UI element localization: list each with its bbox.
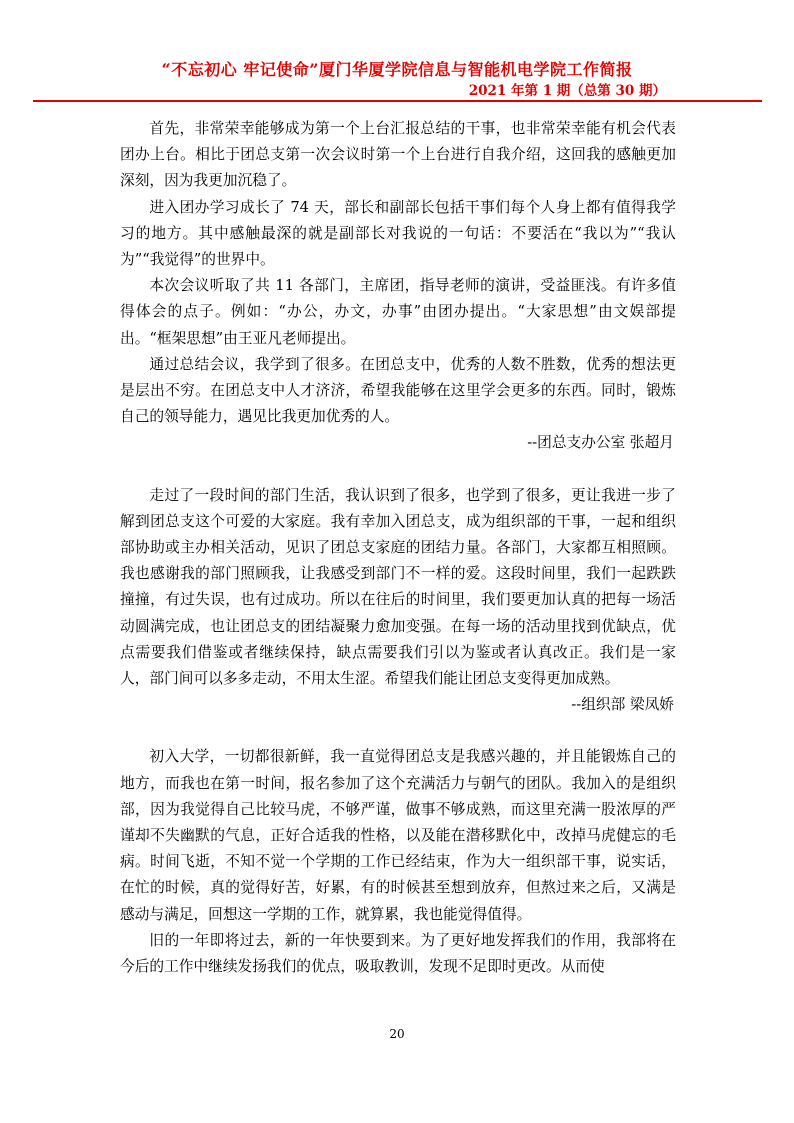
paragraph: 走过了一段时间的部门生活，我认识到了很多，也学到了很多，更让我进一步了解到团总支这个可爱的大家庭。我有幸加入团总支，成为组织部的干事，一起和组织部协助或主办相关活动，见识了团总支家庭的团结力量。各部门，大家都互相照顾。我也感谢我的部门照顾我，让我感受到部门不一样的爱。这段时间里，我们一起跌跌撞撞，有过失误，也有过成功。所以在往后的时间里，我们要更加认真的把每一场活动圆满完成，也让团总支的团结凝聚力愈加变强。在每一场的活动里找到优缺点，优点需要我们借鉴或者继续保持，缺点需要我们引以为鉴或者认真改正。我们是一家人，部门间可以多多走动，不用太生涩。希望我们能让团总支变得更加成熟。 [120, 486, 676, 688]
section-gap [120, 718, 676, 744]
author-signature: --组织部 梁凤娇 [571, 696, 674, 714]
paragraph: 本次会议听取了共 11 各部门，主席团，指导老师的演讲，受益匪浅。有许多值得体会的点子。例如：“办公，办文，办事”由团办提出。“大家思想”由文娱部提出。“框架思想”由王亚凡老师提出。 [120, 277, 676, 347]
paragraph: 初入大学，一切都很新鲜，我一直觉得团总支是我感兴趣的，并且能锻炼自己的地方，而我也在第一时间，报名参加了这个充满活力与朝气的团队。我加入的是组织部，因为我觉得自己比较马虎，不够严谨，做事不够成熟，而这里充满一股浓厚的严谨却不失幽默的气息，正好合适我的性格，以及能在潜移默化中，改掉马虎健忘的毛病。时间飞逝，不知不觉一个学期的工作已经结束，作为大一组织部干事，说实话，在忙的时候，真的觉得好苦，好累，有的时候甚至想到放弃，但熬过来之后，又满是感动与满足，回想这一学期的工作，就算累，我也能觉得值得。 [120, 748, 676, 923]
article-body [120, 116, 676, 980]
header-issue: 2021 年第 1 期（总第 30 期） [468, 83, 666, 99]
paragraph: 首先，非常荣幸能够成为第一个上台汇报总结的干事，也非常荣幸能有机会代表团办上台。相比于团总支第一次会议时第一个上台进行自我介绍，这回我的感触更加深刻，因为我更加沉稳了。 [120, 120, 676, 190]
page-number: 20 [389, 1027, 405, 1041]
section-gap [120, 457, 676, 483]
header-title: “不忘初心 牢记使命”厦门华厦学院信息与智能机电学院工作简报 [161, 60, 633, 79]
author-signature: --团总支办公室 张超月 [527, 434, 674, 452]
paragraph: 旧的一年即将过去，新的一年快要到来。为了更好地发挥我们的作用，我部将在今后的工作中继续发扬我们的优点，吸取教训，发现不足即时更改。从而使 [120, 931, 676, 976]
paragraph: 通过总结会议，我学到了很多。在团总支中，优秀的人数不胜数，优秀的想法更是层出不穷。在团总支中人才济济，希望我能够在这里学会更多的东西。同时，锻炼自己的领导能力，遇见比我更加优秀的人。 [120, 355, 676, 426]
paragraph: 进入团办学习成长了 74 天，部长和副部长包括干事们每个人身上都有值得我学习的地方。其中感触最深的就是副部长对我说的一句话：不要活在“我以为”“我认为”“我觉得”的世界中。 [120, 198, 676, 269]
header-rule [33, 100, 762, 102]
